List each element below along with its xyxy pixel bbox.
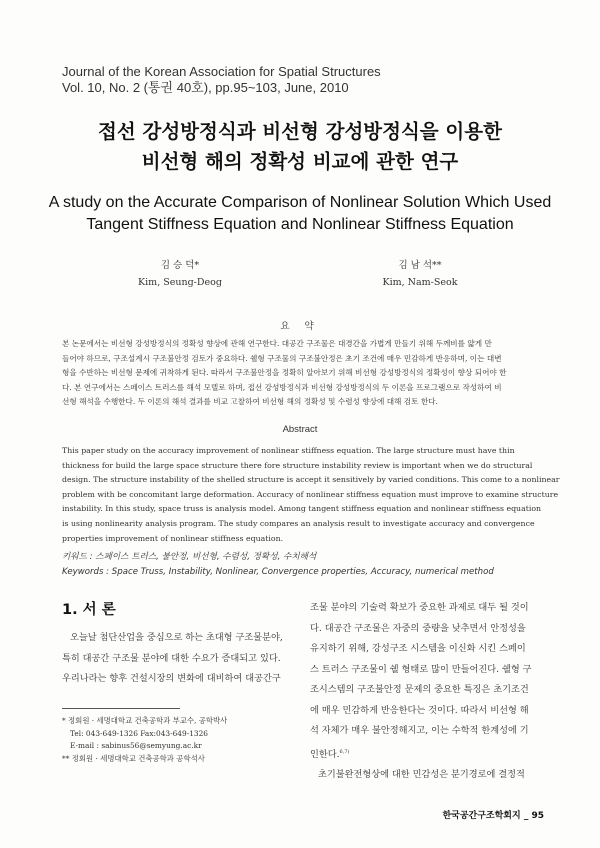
abstract-en-line: properties improvement of nonlinear stiffness equation. — [62, 533, 284, 543]
footnote-phone: Tel: 043-649-1326 Fax:043-649-1326 — [70, 728, 209, 738]
title-ko-line-1: 접선 강성방정식과 비선형 강성방정식을 이용한 — [98, 120, 502, 143]
journal-volume: Vol. 10, No. 2 (통권 40호), pp.95~103, June, 2010 — [62, 80, 349, 95]
journal-name: Journal of the Korean Association for Spatial Structures — [62, 64, 381, 79]
abstract-ko-line: 다. 본 연구에서는 스페이스 트러스를 해석 모델로 하며, 접선 강성방정식과 비선형 강성방정식의 두 이론을 프로그램으로 작성하여 비 — [62, 382, 502, 392]
abstract-en-line: design. The structure instability of the shelled structure is accept it sensitively by varied conditions. This come to a nonlinear — [62, 475, 560, 485]
author-1-name-ko: 김 승 덕* — [160, 260, 200, 271]
keywords — [62, 550, 544, 580]
body-left-column — [62, 628, 290, 690]
section-1-heading: 1. 서 론 — [62, 602, 116, 618]
abstract-ko-heading: 요 약 — [280, 321, 320, 332]
title-en-line-1: A study on the Accurate Comparison of Nonlinear Solution Which Used — [48, 194, 552, 211]
author-2-name-ko: 김 남 석** — [398, 260, 442, 271]
body-line: 특히 대공간 구조물 분야에 대한 수요가 증대되고 있다. — [62, 652, 281, 664]
author-1 — [80, 257, 280, 291]
footnote-email: E-mail : sabinus56@semyung.ac.kr — [70, 741, 202, 751]
reference-mark: 6,7) — [339, 748, 350, 755]
abstract-en-line: This paper study on the accuracy improvement of nonlinear stiffness equation. The large structure must have thin — [62, 446, 515, 455]
body-line: 석 자체가 매우 불안정해지고, 이는 수학적 한계성에 기 — [310, 725, 529, 736]
author-2 — [320, 257, 520, 291]
title-ko-line-2: 비선형 해의 정확성 비교에 관한 연구 — [141, 150, 459, 173]
page-footer: 한국공간구조학회지 _ 95 — [442, 811, 544, 821]
body-line-with-ref — [310, 742, 544, 766]
body-right-column — [310, 598, 544, 786]
abstract-en-line: thickness for build the large space structure there fore structure instability review is important when we do structural — [62, 460, 533, 470]
body-line: 스 트러스 구조물이 쉘 형태로 많이 만들어진다. 쉘형 구 — [310, 663, 532, 675]
abstract-korean — [62, 337, 544, 410]
body-line: 오늘날 첨단산업을 중심으로 하는 초대형 구조물분야, — [70, 632, 283, 643]
abstract-english — [62, 444, 560, 546]
keywords-ko: 키워드 : 스페이스 트러스, 불안정, 비선형, 수렴성, 정확성, 수치해석 — [62, 552, 317, 562]
title-en-line-2: Tangent Stiffness Equation and Nonlinear Stiffness Equation — [86, 216, 514, 233]
body-line: 유지하기 위해, 강성구조 시스템을 이신화 시킨 스페이 — [310, 643, 526, 654]
body-line: 에 매우 민감하게 반응한다는 것이다. 따라서 비선형 해 — [310, 704, 529, 716]
abstract-ko-line: 들어야 하므로, 구조설계시 구조불안정 검토가 중요하다. 쉘형 구조물의 구조불안정은 초기 조건에 매우 민감하게 반응하며, 이는 대변 — [62, 353, 502, 363]
abstract-en-line: is using nonlinearity analysis program. The study compares an analysis result to investigate accuracy and convergence — [62, 518, 535, 528]
title-korean — [0, 117, 600, 177]
abstract-en-heading: Abstract — [282, 424, 318, 435]
body-line: 조시스템의 구조불안정 문제의 중요한 특징은 초기조건 — [310, 684, 529, 695]
author-1-name-en: Kim, Seung-Deog — [138, 277, 222, 288]
footnote-author-1: * 정회원 · 세명대학교 건축공학과 부교수, 공학박사 — [62, 716, 228, 725]
footnote-author-2: ** 정회원 · 세명대학교 건축공학과 공학석사 — [62, 753, 205, 763]
body-line-text: 인한다. — [310, 748, 340, 760]
abstract-en-line: instability. In this study, space truss is analysis model. Among tangent stiffness equation and nonlinear stiffness equation — [62, 504, 542, 514]
body-line: 다. 대공간 구조물은 자중의 중량을 낮추면서 안정성을 — [310, 622, 526, 634]
keywords-en: Keywords : Space Truss, Instability, Nonlinear, Convergence properties, Accuracy, numerical method — [62, 566, 494, 577]
body-line: 초기불완전형상에 대한 민감성은 분기경로에 결정적 — [318, 769, 525, 781]
abstract-en-line: problem with be concomitant large deformation. Accuracy of nonlinear stiffness equation must improve to examine structure — [62, 489, 559, 499]
abstract-ko-line: 본 논문에서는 비선형 강성방정식의 정확성 향상에 관해 연구한다. 대공간 구조물은 대경간을 가볍게 만들기 위해 두께비를 얇게 만 — [62, 339, 492, 348]
footnote-rule — [62, 708, 180, 709]
author-2-name-en: Kim, Nam-Seok — [382, 277, 458, 288]
journal-header — [62, 64, 381, 96]
body-line: 조물 분야의 기술력 확보가 중요한 과제로 대두 될 것이 — [310, 602, 529, 613]
abstract-ko-line: 선형 해석을 수행한다. 두 이론의 해석 결과를 비교 고찰하여 비선형 해의 정확성 및 수렴성 향상에 대해 검토 한다. — [62, 397, 438, 407]
title-english — [0, 192, 600, 236]
abstract-ko-line: 형을 수반하는 비선형 문제에 귀착하게 된다. 따라서 구조불안정을 정확히 알아보기 위해 비선형 강성방정식의 정확성이 향상 되어야 한 — [62, 368, 507, 378]
footnotes — [62, 715, 292, 765]
body-line: 우리나라는 향후 건설시장의 변화에 대비하여 대공간구 — [62, 673, 281, 684]
